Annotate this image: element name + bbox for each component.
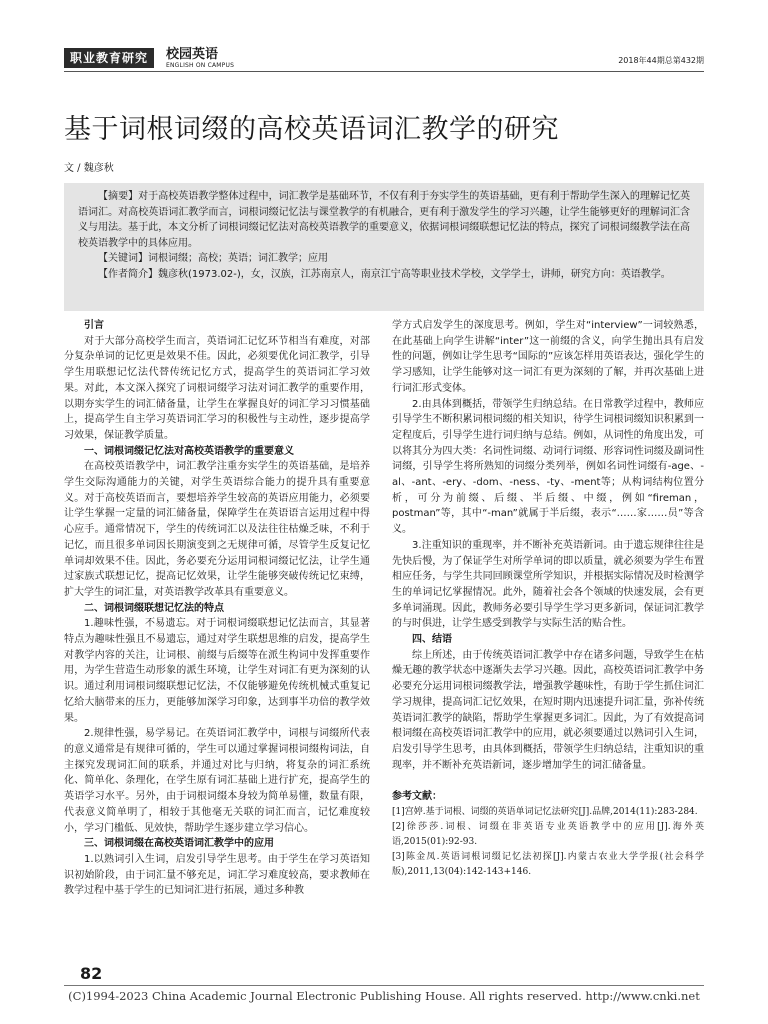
body-paragraph: 在高校英语教学中，词汇教学注重夯实学生的英语基础，是培养学生交际沟通能力的关键，对学生英语综合能力的提升具有重要意义。对于高校英语而言，要想培养学生较高的英语应用能力，必须要让学生掌握一定量的词汇储备量，保障学生在英语语言运用过程中得心应手。通常情况下，学生的传统词汇以及法往往枯燥乏味，不利于记忆，而且很多单词因长期演变到之无规律可循，尽管学生反复记忆单词却效果不佳。因此，务必要充分运用词根词缀记忆法，让学生通过家族式联想记忆，提高记忆效果，让学生能够突破传统记忆束缚，扩大学生的词汇量，对英语教学改革具有重要意义。 — [64, 461, 370, 598]
section-heading-3: 三、词根词缀在高校英语词汇教学中的应用 — [84, 838, 274, 850]
body-paragraph: 1.以熟词引入生词，启发引导学生思考。由于学生在学习英语知识初始阶段，由于词汇量不够充足，词汇学习难度较高，要求教师在教学过程中基于学生的已知词汇进行拓展，通过多种教 — [64, 853, 370, 897]
right-column — [392, 318, 704, 880]
section-heading-intro: 引言 — [84, 320, 104, 331]
body-paragraph: 2.由具体到概括，带领学生归纳总结。在日常教学过程中，教师应引导学生不断积累词根词缀的相关知识，待学生词根词缀知识积累到一定程度后，引导学生进行词归纳与总结。例如，从词性的角度出发，可以将其分为四大类：名词性词缀、动词行词缀、形容词性词缀及副词性词缀，引导学生将所熟知的词缀分类列举，例如名词性词缀有-age、-al、-ant、-ery、-dom、-ness、-ty、-ment等；从构词结构位置分析，可分为前缀、后缀、半后缀、中缀，例如“fireman，postman”等，其中“-man”就属于半后缀，表示“……家……员”等含义。 — [392, 398, 704, 536]
article-title: 基于词根词缀的高校英语词汇教学的研究 — [64, 114, 559, 145]
page-header — [64, 48, 704, 72]
section-heading-1: 一、词根词缀记忆法对高校英语教学的重要意义 — [84, 445, 294, 457]
author-bio: 【作者简介】魏彦秋(1973.02-)，女，汉族，江苏南京人，南京江宁高等职业技术学校，文学学士，讲师，研究方向：英语教学。 — [98, 268, 671, 280]
magazine-subtitle: ENGLISH ON CAMPUS — [166, 62, 235, 69]
left-column — [64, 318, 370, 899]
body-paragraph: 2.规律性强，易学易记。在英语词汇教学中，词根与词缀所代表的意义通常是有规律可循的，学生可以通过掌握词根词缀构词法，自主探究发现词汇间的联系，并通过对比与归纳，将复杂的词汇系统化、简单化、条理化，在学生原有词汇基础上进行扩充，提高学生的英语学习水平。另外，由于词根词缀本身较为简单易懂，数量有限，代表意义简单明了，相较于其他毫无关联的词汇而言，记忆难度较小，学习门槛低、见效快，帮助学生逐步建立学习信心。 — [64, 728, 370, 834]
article-author: 文 / 魏彦秋 — [64, 163, 114, 174]
section-tag: 职业教育研究 — [64, 48, 154, 68]
body-paragraph: 3.注重知识的重现率，并不断补充英语新词。由于遗忘规律往往是先快后慢，为了保证学生对所学单词的即以质量，就必须要为学生布置相应任务，与学生共同回顾课堂所学知识，并根据实际情况及时检测学生的单词记忆掌握情况。此外，随着社会各个领域的快速发展，会有更多单词涌现。因此，教师务必要引导学生学习更多新词，保证词汇教学的与时俱进，让学生感受到教学与实际生活的贴合性。 — [392, 539, 704, 630]
keywords: 【关键词】词根词缀；高校；英语；词汇教学；应用 — [98, 253, 328, 265]
copyright-line: (C)1994-2023 China Academic Journal Electronic Publishing House. All rights reserved. http://www.cnki.net — [68, 989, 700, 1003]
abstract-text: 【摘要】对于高校英语教学整体过程中，词汇教学是基础环节，不仅有利于夯实学生的英语基础，更有利于帮助学生深入的理解记忆英语词汇。对高校英语词汇教学而言，词根词缀记忆法与课堂教学的有机融合，更有利于激发学生的学习兴趣，让学生能够更好的理解词汇含义与用法。基于此，本文分析了词根词缀记忆法对高校英语教学的重要意义，依据词根词缀联想记忆法的特点，探究了词根词缀教学法在高校英语教学中的具体应用。 — [78, 191, 690, 249]
body-paragraph: 1.趣味性强，不易遗忘。对于词根词缀联想记忆法而言，其显著特点为趣味性强且不易遗忘，通过对学生联想思维的启发，提高学生对教学内容的关注，让词根、前缀与后缀等在派生构词中发挥重要作用，为学生营造生动形象的派生环境，让学生对词汇有更为深刻的认识。通过利用词根词缀联想记忆法，不仅能够避免传统机械式重复记忆给大脑带来的压力，更能够加深学习印象，达到事半功倍的教学效果。 — [64, 618, 370, 724]
magazine-name: 校园英语 — [166, 47, 219, 62]
section-heading-4: 四、结语 — [412, 634, 452, 646]
issue-label: 2018年44期总第432期 — [618, 56, 704, 65]
page-number: 82 — [80, 964, 103, 983]
section-heading-2: 二、词根词缀联想记忆法的特点 — [84, 602, 224, 614]
reference-item: [3]陈金凤.英语词根词缀记忆法初探[J].内蒙古农业大学学报(社会科学版),2011,13(04):142-143+146. — [392, 852, 704, 878]
header-rule — [64, 71, 704, 72]
body-paragraph: 综上所述，由于传统英语词汇教学中存在诸多问题，导致学生在枯燥无趣的教学状态中逐渐失去学习兴趣。因此，高校英语词汇教学中务必要充分运用词根词缀教学法，增强教学趣味性，有助于学生抓住词汇学习规律，提高词汇记忆效果，在短时期内迅速提升词汇量，弥补传统英语词汇教学的缺陷，帮助学生掌握更多词汇。因此，为了有效提高词根词缀在高校英语词汇教学中的应用，就必须要通过以熟词引入生词，启发引导学生思考，由具体到概括，带领学生归纳总结，注重知识的重现率，并不断补充英语新词，逐步增加学生的词汇储备量。 — [392, 649, 704, 771]
body-paragraph: 学方式启发学生的深度思考。例如，学生对“interview”一词较熟悉，在此基础上向学生讲解“inter”这一前缀的含义，向学生抛出具有启发性的问题，例如让学生思考“国际的”应该怎样用英语表达，强化学生的学习感知，让学生能够对这一词汇有更为深刻的了解，并再次基础上进行词汇形式变体。 — [392, 320, 704, 394]
reference-item: [2]徐莎莎.词根、词缀在非英语专业英语教学中的应用[J].海外英语,2015(01):92-93. — [392, 822, 704, 848]
footer-rule — [64, 985, 704, 986]
body-paragraph: 对于大部分高校学生而言，英语词汇记忆环节相当有难度，对部分复杂单词的记忆更是效果不佳。因此，必须要优化词汇教学，引导学生用联想记忆法代替传统记忆方式，提高学生的英语词汇学习效果。对此，本文深入探究了词根词缀学习法对词汇教学的重要作用，以期夯实学生的词汇储备量，让学生在掌握良好的词汇学习习惯基础上，提高学生自主学习英语词汇学习的积极性与主动性，逐步提高学习效果，保证教学质量。 — [64, 335, 370, 441]
references-title: 参考文献： — [392, 791, 442, 803]
abstract-box — [64, 183, 704, 311]
reference-item: [1]宫婷.基于词根、词缀的英语单词记忆法研究[J].品牌,2014(11):283-284. — [392, 807, 698, 818]
